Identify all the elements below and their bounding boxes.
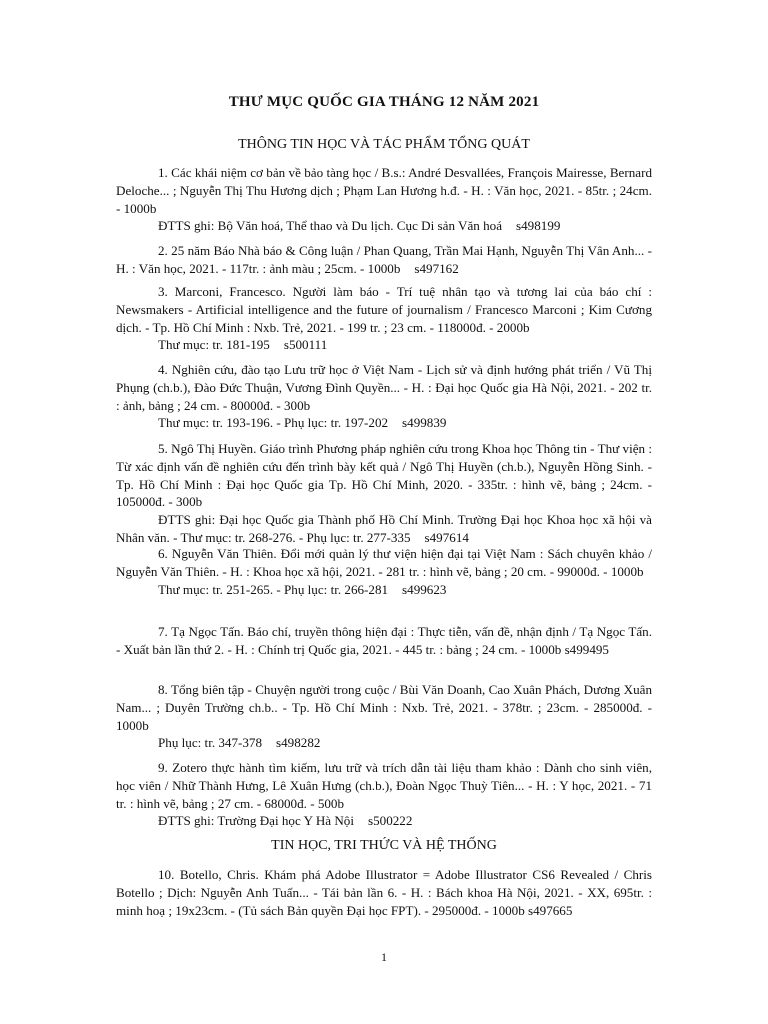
entry-description-text: 2. 25 năm Báo Nhà báo & Công luận / Phan Quang, Trần Mai Hạnh, Nguyễn Thị Vân Anh... - H. : Văn học, 2021. - 117tr. : ảnh màu ; 25cm. - 1000b bbox=[116, 243, 652, 276]
entry-code: s498282 bbox=[276, 735, 321, 751]
entry-description: 8. Tổng biên tập - Chuyện người trong cuộc / Bùi Văn Doanh, Cao Xuân Phách, Dương Xuân Nam... ; Duyên Trường ch.b.. - Tp. Hồ Chí Minh : Nxb. Trẻ, 2021. - 378tr. ; 23cm. - 285000đ. - 1000b bbox=[116, 682, 652, 733]
entry-note-text: ĐTTS ghi: Trường Đại học Y Hà Nội bbox=[158, 813, 354, 829]
entry-code: s497162 bbox=[414, 260, 459, 276]
entry-note-text: Thư mục: tr. 193-196. - Phụ lục: tr. 197-202 bbox=[158, 415, 389, 431]
bibliography-entry-8 bbox=[116, 681, 652, 752]
entry-description: 5. Ngô Thị Huyền. Giáo trình Phương pháp nghiên cứu trong Khoa học Thông tin - Thư viện : Từ xác định vấn đề nghiên cứu đến trình bày kết quả / Ngô Thị Huyền (ch.b.), Nguyễn Hồng Sinh. - Tp. Hồ Chí Minh : Đại học Quốc gia Tp. Hồ Chí Minh, 2020. - 335tr. : hình vẽ, bảng ; 24cm. - 105000đ. - 300b bbox=[116, 441, 652, 510]
entry-description: 4. Nghiên cứu, đào tạo Lưu trữ học ở Việt Nam - Lịch sử và định hướng phát triển / Vũ Thị Phụng (ch.b.), Đào Đức Thuận, Vương Đình Quyền... - H. : Đại học Quốc gia Hà Nội, 2021. - 202 tr. : ảnh, bảng ; 24 cm. - 80000đ. - 300b bbox=[116, 362, 652, 413]
entry-description: 3. Marconi, Francesco. Người làm báo - Trí tuệ nhân tạo và tương lai của báo chí : Newsmakers - Artificial intelligence and the future of journalism / Francesco Marconi ; Kim Cương dịch. - Tp. Hồ Chí Minh : Nxb. Trẻ, 2021. - 199 tr. ; 23 cm. - 118000đ. - 2000b bbox=[116, 284, 652, 335]
entry-note bbox=[116, 336, 652, 354]
bibliography-entry-1 bbox=[116, 164, 652, 235]
entry-code: s499623 bbox=[402, 581, 447, 597]
entry-note-text: Thư mục: tr. 251-265. - Phụ lục: tr. 266-281 bbox=[158, 581, 389, 597]
entry-code: s499839 bbox=[402, 415, 447, 431]
bibliography-entry-10 bbox=[116, 866, 652, 919]
entry-note bbox=[116, 734, 652, 752]
section-title-informatics: TIN HỌC, TRI THỨC VÀ HỆ THỐNG bbox=[271, 838, 497, 853]
entry-note bbox=[116, 812, 652, 830]
section-title-general: THÔNG TIN HỌC VÀ TÁC PHẨM TỔNG QUÁT bbox=[238, 137, 530, 152]
bibliography-entry-3 bbox=[116, 283, 652, 354]
entry-note bbox=[116, 217, 652, 235]
entry-code: s498199 bbox=[516, 218, 561, 234]
entry-code: s500111 bbox=[283, 337, 328, 353]
entry-description: 1. Các khái niệm cơ bản về bảo tàng học / B.s.: André Desvallées, François Mairesse, Bernard Deloche... ; Nguyễn Thị Thu Hương dịch ; Phạm Lan Hương h.đ. - H. : Văn học, 2021. - 85tr. ; 24cm. - 1000b bbox=[116, 165, 652, 216]
entry-note bbox=[116, 581, 652, 599]
entry-code: s500222 bbox=[368, 813, 413, 829]
bibliography-entry-7 bbox=[116, 623, 652, 659]
bibliography-entry-6 bbox=[116, 545, 652, 598]
entry-description: 9. Zotero thực hành tìm kiếm, lưu trữ và trích dẫn tài liệu tham khảo : Dành cho sinh viên, học viên / Nhữ Thành Hưng, Lê Xuân Hưng (ch.b.), Đoàn Ngọc Thuỳ Tiên... - H. : Y học, 2021. - 71 tr. : hình vẽ, bảng ; 27 cm. - 68000đ. - 500b bbox=[116, 760, 652, 811]
bibliography-entry-4 bbox=[116, 361, 652, 432]
entry-description: 7. Tạ Ngọc Tấn. Báo chí, truyền thông hiện đại : Thực tiễn, vấn đề, nhận định / Tạ Ngọc Tấn. - Xuất bản lần thứ 2. - H. : Chính trị Quốc gia, 2021. - 445 tr. : bảng ; 24 cm. - 1000b s499495 bbox=[116, 624, 652, 657]
bibliography-entry-9 bbox=[116, 759, 652, 830]
entry-note bbox=[116, 414, 652, 432]
bibliography-entry-5 bbox=[116, 440, 652, 547]
bibliography-entry-2 bbox=[116, 242, 652, 278]
entry-note-text: Phụ lục: tr. 347-378 bbox=[158, 735, 263, 751]
entry-note bbox=[116, 511, 652, 547]
entry-description: 10. Botello, Chris. Khám phá Adobe Illustrator = Adobe Illustrator CS6 Revealed / Chris Botello ; Dịch: Nguyễn Anh Tuấn... - Tái bản lần 6. - H. : Bách khoa Hà Nội, 2021. - XX, 695tr. : minh hoạ ; 19x23cm. - (Tủ sách Bản quyền Đại học FPT). - 295000đ. - 1000b s497665 bbox=[116, 867, 652, 918]
page-number: 1 bbox=[381, 950, 387, 964]
entry-code: s497614 bbox=[424, 529, 469, 545]
entry-description: 6. Nguyễn Văn Thiên. Đổi mới quản lý thư viện hiện đại tại Việt Nam : Sách chuyên khảo / Nguyễn Văn Thiên. - H. : Khoa học xã hội, 2021. - 281 tr. : hình vẽ, bảng ; 20 cm. - 99000đ. - 1000b bbox=[116, 546, 652, 579]
entry-note-text: ĐTTS ghi: Bộ Văn hoá, Thể thao và Du lịch. Cục Di sản Văn hoá bbox=[158, 218, 503, 234]
entry-note-text: Thư mục: tr. 181-195 bbox=[158, 337, 270, 353]
document-title: THƯ MỤC QUỐC GIA THÁNG 12 NĂM 2021 bbox=[228, 94, 540, 110]
entry-note-text: ĐTTS ghi: Đại học Quốc gia Thành phố Hồ Chí Minh. Trường Đại học Khoa học xã hội và Nhân văn. - Thư mục: tr. 268-276. - Phụ lục: tr. 277-335 bbox=[116, 512, 652, 545]
entry-description bbox=[116, 242, 652, 278]
